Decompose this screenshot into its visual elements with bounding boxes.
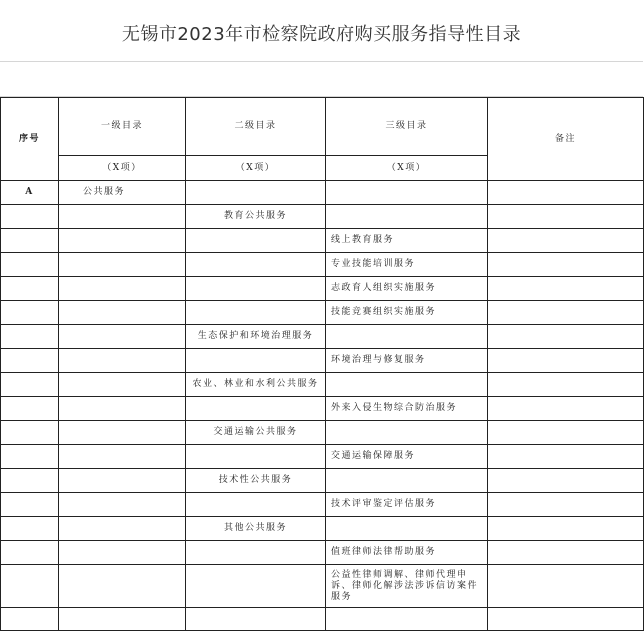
seq-cell: [1, 608, 59, 631]
table-row: [1, 541, 644, 565]
catalog-table: [0, 97, 644, 631]
category-row: [1, 181, 644, 205]
level3-cell: 技术评审鉴定评估服务: [326, 493, 488, 517]
seq-cell: [1, 469, 59, 493]
table-row: [1, 493, 644, 517]
table-row: [1, 373, 644, 397]
level3-cell: 交通运输保障服务: [326, 445, 488, 469]
table-row: [1, 253, 644, 277]
level3-cell: [326, 517, 488, 541]
level2-cell: [186, 277, 326, 301]
header-level1: 一级目录: [59, 98, 186, 156]
notes-cell: [488, 349, 644, 373]
level1-cell: [59, 205, 186, 229]
seq-cell: [1, 301, 59, 325]
seq-cell: [1, 565, 59, 608]
seq-cell: [1, 277, 59, 301]
level3-cell: [326, 325, 488, 349]
count-level3: （X项）: [326, 156, 488, 181]
level2-cell: [186, 253, 326, 277]
level3-cell: 志政育人组织实施服务: [326, 277, 488, 301]
level2-cell: [186, 229, 326, 253]
notes-cell: [488, 541, 644, 565]
notes-cell: [488, 565, 644, 608]
page-title: 无锡市2023年市检察院政府购买服务指导性目录: [121, 24, 522, 45]
level2-cell: [186, 565, 326, 608]
level2-cell: [186, 397, 326, 421]
seq-cell: [1, 445, 59, 469]
level3-cell: 技能竞赛组织实施服务: [326, 301, 488, 325]
level2-cell: 教育公共服务: [186, 205, 326, 229]
level1-cell: [59, 229, 186, 253]
level2-cell: [186, 541, 326, 565]
table-row: [1, 469, 644, 493]
seq-cell: [1, 421, 59, 445]
notes-cell: [488, 325, 644, 349]
seq-cell: [1, 373, 59, 397]
seq-cell: [1, 517, 59, 541]
level2-cell: [186, 493, 326, 517]
level1-cell: [59, 541, 186, 565]
level3-cell: 值班律师法律帮助服务: [326, 541, 488, 565]
header-row: [1, 98, 644, 156]
level1-cell: [59, 445, 186, 469]
level3-cell: 环境治理与修复服务: [326, 349, 488, 373]
level2-cell: 生态保护和环境治理服务: [186, 325, 326, 349]
table-row: [1, 349, 644, 373]
level3-cell: 线上教育服务: [326, 229, 488, 253]
notes-cell: [488, 469, 644, 493]
level1-cell: [59, 277, 186, 301]
notes-cell: [488, 397, 644, 421]
level1-cell: [59, 565, 186, 608]
notes-cell: [488, 205, 644, 229]
level3-cell: 专业技能培训服务: [326, 253, 488, 277]
table-row: [1, 445, 644, 469]
seq-cell: [1, 325, 59, 349]
notes-cell: [488, 229, 644, 253]
notes-cell: [488, 493, 644, 517]
level3-cell: [326, 469, 488, 493]
table-row: [1, 517, 644, 541]
seq-cell: [1, 541, 59, 565]
level1-cell: [59, 349, 186, 373]
table-row: [1, 277, 644, 301]
header-notes: 备注: [488, 98, 644, 181]
level1-cell: [59, 397, 186, 421]
blank-spacer-row: [0, 62, 643, 97]
level3-cell: 外来入侵生物综合防治服务: [326, 397, 488, 421]
notes-cell: [488, 277, 644, 301]
category-name: 公共服务: [59, 181, 186, 205]
seq-cell: [1, 397, 59, 421]
level2-cell: [186, 608, 326, 631]
table-row: [1, 421, 644, 445]
level2-cell: 农业、林业和水利公共服务: [186, 373, 326, 397]
notes-cell: [488, 445, 644, 469]
category-level3-cell: [326, 181, 488, 205]
level1-cell: [59, 301, 186, 325]
notes-cell: [488, 517, 644, 541]
level2-cell: [186, 445, 326, 469]
notes-cell: [488, 421, 644, 445]
level3-cell: [326, 421, 488, 445]
notes-cell: [488, 608, 644, 631]
level2-cell: 其他公共服务: [186, 517, 326, 541]
level2-cell: 技术性公共服务: [186, 469, 326, 493]
notes-cell: [488, 301, 644, 325]
title-bar: [0, 0, 643, 62]
seq-cell: [1, 253, 59, 277]
seq-cell: [1, 493, 59, 517]
table-row: [1, 608, 644, 631]
level3-cell: [326, 373, 488, 397]
count-level1: （X项）: [59, 156, 186, 181]
count-level2: （X项）: [186, 156, 326, 181]
header-seq: 序号: [1, 98, 59, 181]
table-row: [1, 325, 644, 349]
level1-cell: [59, 469, 186, 493]
level1-cell: [59, 517, 186, 541]
category-seq: A: [1, 181, 59, 205]
table-row: [1, 205, 644, 229]
level1-cell: [59, 421, 186, 445]
notes-cell: [488, 253, 644, 277]
seq-cell: [1, 205, 59, 229]
level1-cell: [59, 373, 186, 397]
notes-cell: [488, 373, 644, 397]
level1-cell: [59, 493, 186, 517]
level1-cell: [59, 608, 186, 631]
seq-cell: [1, 229, 59, 253]
table-row: [1, 565, 644, 608]
seq-cell: [1, 349, 59, 373]
level2-cell: 交通运输公共服务: [186, 421, 326, 445]
level1-cell: [59, 253, 186, 277]
level2-cell: [186, 301, 326, 325]
level3-cell: [326, 608, 488, 631]
header-level2: 二级目录: [186, 98, 326, 156]
table-row: [1, 397, 644, 421]
level3-cell: [326, 205, 488, 229]
header-level3: 三级目录: [326, 98, 488, 156]
level3-cell: 公益性律师调解、律师代理申诉、律师化解涉法涉诉信访案件服务: [326, 565, 488, 608]
category-notes-cell: [488, 181, 644, 205]
category-level2-cell: [186, 181, 326, 205]
level2-cell: [186, 349, 326, 373]
table-row: [1, 229, 644, 253]
table-row: [1, 301, 644, 325]
level1-cell: [59, 325, 186, 349]
